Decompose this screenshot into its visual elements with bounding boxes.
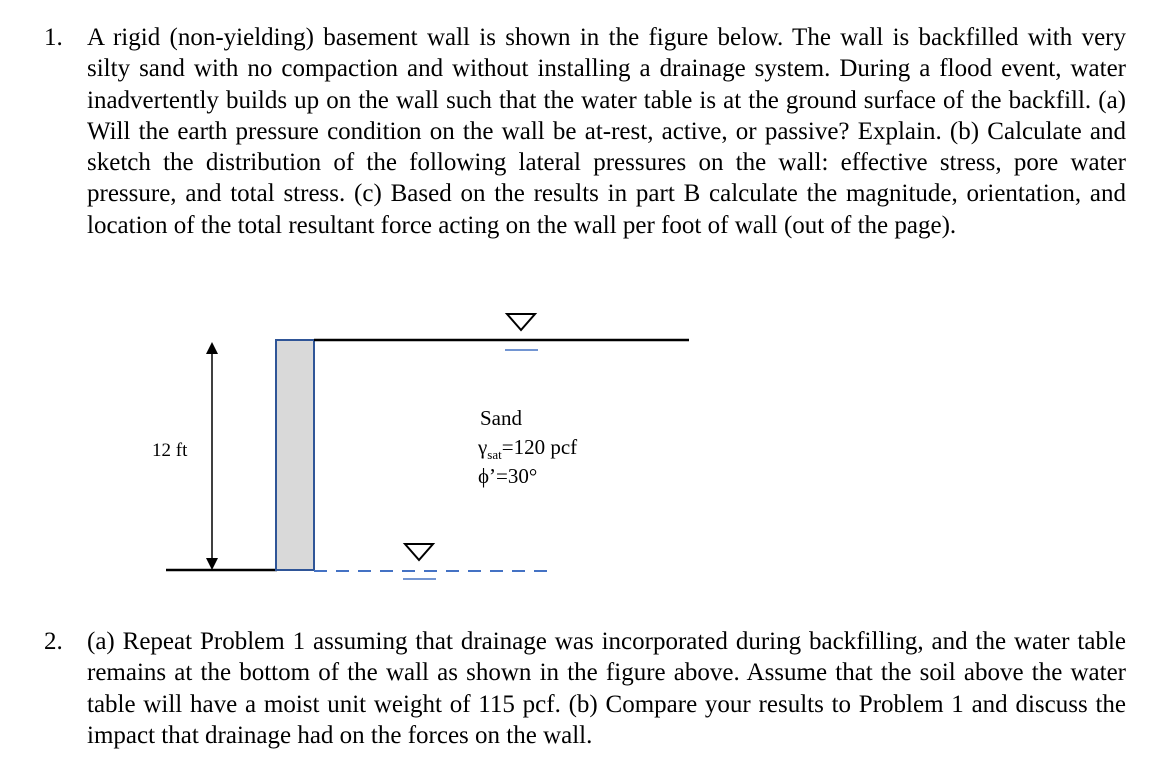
problem-2-number: 2.: [44, 628, 63, 655]
height-label: 12 ft: [152, 440, 188, 461]
problem-2-text: (a) Repeat Problem 1 assuming that drainage was incorporated during backfilling, and the water table remains at the bottom of the wall as shown in the figure above. Assume that the soil above the water table will have a moist unit weight of 115 pcf. (b) Compare your results to Problem 1 and discuss the impact that drainage had on the forces on the wall.: [87, 628, 1126, 749]
soil-name-label: Sand: [480, 406, 522, 430]
problem-1-number: 1.: [44, 24, 63, 51]
problem-1-text: A rigid (non-yielding) basement wall is shown in the figure below. The wall is backfilled with very silty sand with no compaction and without installing a drainage system. During a flood event, water inadvertently builds up on the wall such that the water table is at the ground surface of the backfill. (a) Will the earth pressure condition on the wall be at-rest, active, or passive? Explain. (b) Calculate and sketch the distribution of the following lateral pressures on the wall: effective stress, pore water pressure, and total stress. (c) Based on the results in part B calculate the magnitude, orientation, and location of the total resultant force acting on the wall per foot of wall (out of the page).: [87, 24, 1126, 239]
unit-weight-label: [478, 435, 577, 463]
basement-wall: [276, 340, 314, 570]
height-dimension-arrow: [206, 342, 218, 570]
gamma-symbol: γ: [478, 435, 488, 459]
water-table-top-icon: [505, 314, 538, 350]
gamma-subscript: sat: [487, 447, 502, 463]
friction-angle-label: ϕ’=30°: [478, 464, 538, 488]
problem-2: [44, 626, 1126, 751]
unit-weight-value: =120 pcf: [501, 435, 578, 459]
water-table-bottom-icon: [403, 544, 436, 579]
